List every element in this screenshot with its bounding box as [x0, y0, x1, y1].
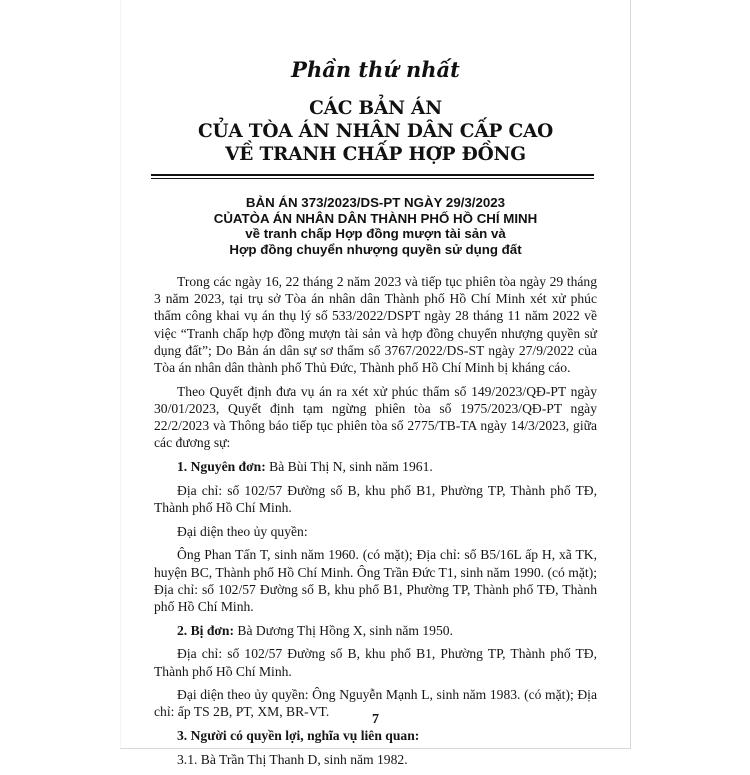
plaintiff-label: 1. Nguyên đơn: [177, 459, 266, 475]
page-number: 7 [372, 712, 379, 727]
defendant-label: 2. Bị đơn: [177, 622, 235, 638]
paragraph-defendant [154, 622, 597, 639]
case-heading-line-2: CỦATÒA ÁN NHÂN DÂN THÀNH PHỐ HỒ CHÍ MINH [213, 210, 538, 226]
chapter-title-line-1: CÁC BẢN ÁN [309, 98, 442, 119]
paragraph-defendant-address: Địa chỉ: số 102/57 Đường số B, khu phố B1, Phường TP, Thành phố TĐ, Thành phố Hồ Chí Minh. [154, 646, 597, 679]
paragraph-plaintiff [154, 458, 597, 475]
paragraph-plaintiff-rep-label: Đại diện theo ủy quyền: [177, 523, 308, 539]
case-heading-line-3: về tranh chấp Hợp đồng mượn tài sản và [245, 226, 506, 241]
paragraph-defendant-rep: Đại diện theo ủy quyền: Ông Nguyễn Mạnh L, sinh năm 1983. (có mặt); Địa chỉ: ấp TS 2B, PT, XM, BR-VT. [154, 687, 597, 720]
plaintiff-text: Bà Bùi Thị N, sinh năm 1961. [265, 459, 433, 475]
case-heading [121, 195, 630, 257]
case-heading-line-1: BẢN ÁN 373/2023/DS-PT NGÀY 29/3/2023 [245, 195, 506, 210]
book-page [120, 0, 631, 767]
chapter-title-line-2: CỦA TÒA ÁN NHÂN DÂN CẤP CAO [197, 121, 554, 142]
paragraph-plaintiff-address: Địa chỉ: số 102/57 Đường số B, khu phố B1, Phường TP, Thành phố TĐ, Thành phố Hồ Chí Minh. [154, 482, 597, 515]
paragraph-related [154, 727, 597, 744]
paragraph-plaintiff-rep: Ông Phan Tấn T, sinh năm 1960. (có mặt); Địa chỉ: số B5/16L ấp H, xã TK, huyện BC, Thành phố Hồ Chí Minh. Ông Trần Đức T1, sinh năm 1990. (có mặt); Địa chỉ: số 102/57 Đường số B, khu phố B1, Phường TP, Thành phố TĐ, Thành phố Hồ Chí Minh. [154, 547, 597, 614]
paragraph-related-1: 3.1. Bà Trần Thị Thanh D, sinh năm 1982. [177, 751, 408, 767]
title-divider [151, 174, 594, 179]
body-text [154, 273, 597, 775]
part-title: Phần thứ nhất [291, 57, 460, 82]
defendant-text: Bà Dương Thị Hồng X, sinh năm 1950. [234, 622, 453, 638]
paragraph-decision: Theo Quyết định đưa vụ án ra xét xử phúc thẩm số 149/2023/QĐ-PT ngày 30/01/2023, Quyết định tạm ngừng phiên tòa số 1975/2023/QĐ-PT ngày 22/2/2023 và Thông báo tiếp tục phiên tòa số 2775/TB-TA ngày 14/3/2023, giữa các đương sự: [154, 383, 597, 451]
case-heading-line-4: Hợp đồng chuyển nhượng quyền sử dụng đất [229, 241, 522, 257]
paragraph-intro: Trong các ngày 16, 22 tháng 2 năm 2023 và tiếp tục phiên tòa ngày 29 tháng 3 năm 2023, tại trụ sở Tòa án nhân dân Thành phố Hồ Chí Minh xét xử phúc thẩm công khai vụ án thụ lý số 533/2022/DSPT ngày 28 tháng 11 năm 2022 về việc “Tranh chấp hợp đồng mượn tài sản và hợp đồng chuyển nhượng quyền sử dụng đất”; Do Bản án dân sự sơ thẩm số 3767/2022/DS-ST ngày 27/9/2022 của Tòa án nhân dân thành phố Thủ Đức, Thành phố Hồ Chí Minh bị kháng cáo. [154, 274, 597, 376]
chapter-title-line-3: VỀ TRANH CHẤP HỢP ĐỒNG [225, 144, 526, 165]
related-label: 3. Người có quyền lợi, nghĩa vụ liên quan: [177, 728, 420, 744]
chapter-title [121, 97, 630, 166]
